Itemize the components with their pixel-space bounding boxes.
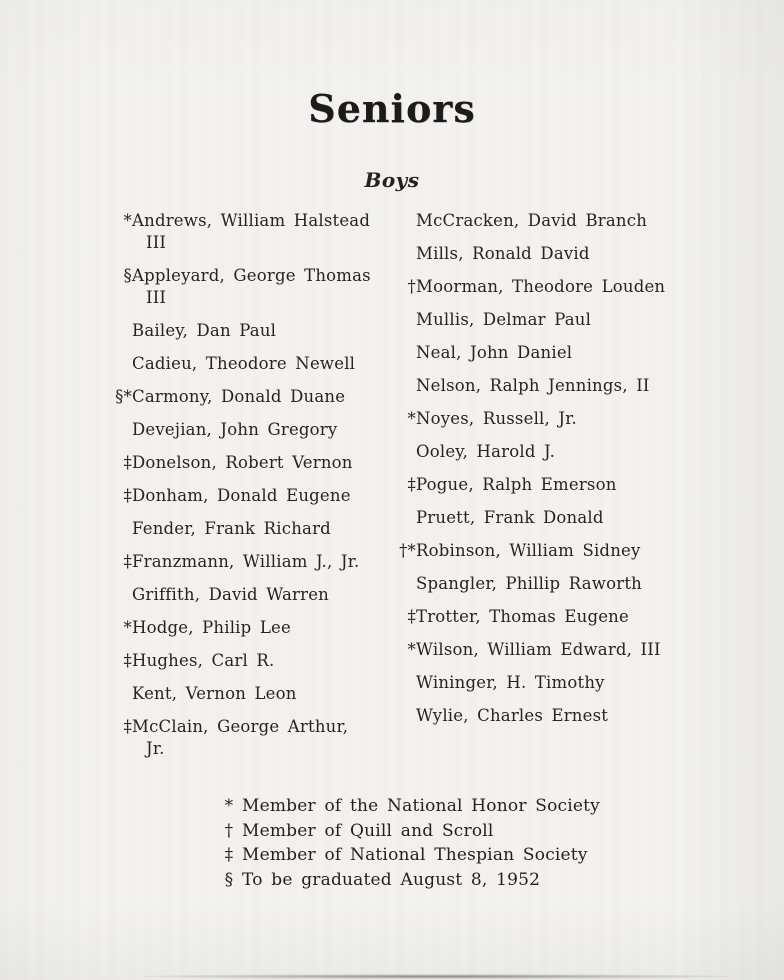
- roster-entry: [386, 342, 726, 364]
- student-name: Trotter, Thomas Eugene: [416, 607, 629, 626]
- roster-entry: [102, 386, 402, 408]
- student-name: Wilson, William Edward, III: [416, 640, 661, 659]
- roster-entry: [102, 518, 402, 540]
- roster-entry: [386, 243, 726, 265]
- roster-entry: [386, 474, 726, 496]
- roster-entry: [386, 639, 726, 661]
- student-name-continued: III: [146, 233, 167, 252]
- roster-column-left: [102, 210, 402, 771]
- student-name: Franzmann, William J., Jr.: [132, 552, 360, 571]
- membership-symbol: *: [123, 211, 132, 230]
- roster-entry: [386, 507, 726, 529]
- roster-entry: [386, 672, 726, 694]
- student-name: McCracken, David Branch: [416, 211, 648, 230]
- student-name: Spangler, Phillip Raworth: [416, 574, 642, 593]
- page-bottom-scan-edge: [140, 974, 734, 979]
- student-name: Devejian, John Gregory: [132, 420, 338, 439]
- roster-entry: [386, 705, 726, 727]
- roster-entry: [102, 485, 402, 507]
- roster-entry: [102, 683, 402, 705]
- membership-symbol: ‡: [123, 651, 132, 670]
- student-name: Hughes, Carl R.: [132, 651, 275, 670]
- legend-symbol: §: [224, 869, 234, 890]
- roster-entry: [386, 441, 726, 463]
- student-name: McClain, George Arthur,: [132, 717, 349, 736]
- roster-entry: [102, 551, 402, 573]
- roster-entry: [102, 617, 402, 639]
- roster-entry: [102, 419, 402, 441]
- student-name-continued: Jr.: [146, 739, 165, 758]
- student-name: Griffith, David Warren: [132, 585, 329, 604]
- roster-entry: [102, 320, 402, 342]
- legend-text: To be graduated August 8, 1952: [242, 869, 541, 890]
- legend-line: [222, 794, 600, 819]
- legend-line: [222, 843, 600, 868]
- legend-symbol: ‡: [224, 845, 234, 865]
- symbol-legend: [222, 794, 600, 892]
- membership-symbol: ‡: [123, 453, 132, 472]
- section-subtitle-boys: Boys: [364, 168, 420, 192]
- membership-symbol: ‡: [407, 475, 416, 494]
- membership-symbol: ‡: [407, 607, 416, 626]
- student-name: Pogue, Ralph Emerson: [416, 475, 617, 494]
- student-name: Donham, Donald Eugene: [132, 486, 351, 505]
- roster-entry: [386, 276, 726, 298]
- roster-entry: [386, 375, 726, 397]
- student-name: Donelson, Robert Vernon: [132, 453, 353, 472]
- student-name: Hodge, Philip Lee: [132, 618, 291, 637]
- membership-symbol: ‡: [123, 552, 132, 571]
- student-name: Mills, Ronald David: [416, 244, 590, 263]
- student-name: Nelson, Ralph Jennings, II: [416, 376, 650, 395]
- student-name: Wylie, Charles Ernest: [416, 706, 609, 725]
- membership-symbol: §: [123, 266, 132, 285]
- membership-symbol: *: [407, 409, 416, 428]
- roster-entry: [386, 210, 726, 232]
- legend-symbol: †: [224, 820, 234, 841]
- roster-entry: [386, 408, 726, 430]
- student-name: Appleyard, George Thomas: [132, 266, 371, 285]
- page-title: Seniors: [308, 86, 476, 131]
- membership-symbol: *: [407, 640, 416, 659]
- roster-entry: [102, 265, 402, 309]
- membership-symbol: §*: [115, 387, 132, 406]
- roster-entry: [102, 452, 402, 474]
- student-name-continued: III: [146, 288, 167, 307]
- roster-entry: [386, 309, 726, 331]
- membership-symbol: ‡: [123, 717, 132, 736]
- roster-entry: [386, 540, 726, 562]
- student-name: Andrews, William Halstead: [132, 211, 371, 230]
- student-name: Robinson, William Sidney: [416, 541, 641, 560]
- student-name: Wininger, H. Timothy: [416, 673, 605, 692]
- legend-text: Member of the National Honor Society: [242, 796, 600, 816]
- student-name: Noyes, Russell, Jr.: [416, 409, 577, 428]
- roster-entry: [102, 353, 402, 375]
- student-name: Kent, Vernon Leon: [132, 684, 297, 703]
- legend-text: Member of Quill and Scroll: [242, 820, 494, 841]
- student-name: Cadieu, Theodore Newell: [132, 354, 356, 373]
- student-name: Fender, Frank Richard: [132, 519, 331, 538]
- roster-entry: [386, 573, 726, 595]
- student-name: Bailey, Dan Paul: [132, 321, 277, 340]
- membership-symbol: †: [407, 277, 416, 296]
- student-name: Carmony, Donald Duane: [132, 387, 346, 406]
- student-name: Moorman, Theodore Louden: [416, 277, 666, 296]
- roster-entry: [386, 606, 726, 628]
- legend-symbol: *: [224, 796, 234, 816]
- roster-entry: [102, 650, 402, 672]
- student-name: Pruett, Frank Donald: [416, 508, 604, 527]
- roster-entry: [102, 716, 402, 760]
- legend-line: [222, 819, 600, 844]
- membership-symbol: ‡: [123, 486, 132, 505]
- roster-entry: [102, 210, 402, 254]
- student-name: Mullis, Delmar Paul: [416, 310, 592, 329]
- membership-symbol: *: [123, 618, 132, 637]
- student-name: Ooley, Harold J.: [416, 442, 556, 461]
- roster-entry: [102, 584, 402, 606]
- legend-text: Member of National Thespian Society: [242, 845, 588, 865]
- roster-column-right: [386, 210, 726, 738]
- student-name: Neal, John Daniel: [416, 343, 573, 362]
- membership-symbol: †*: [399, 541, 416, 560]
- legend-line: [222, 868, 600, 893]
